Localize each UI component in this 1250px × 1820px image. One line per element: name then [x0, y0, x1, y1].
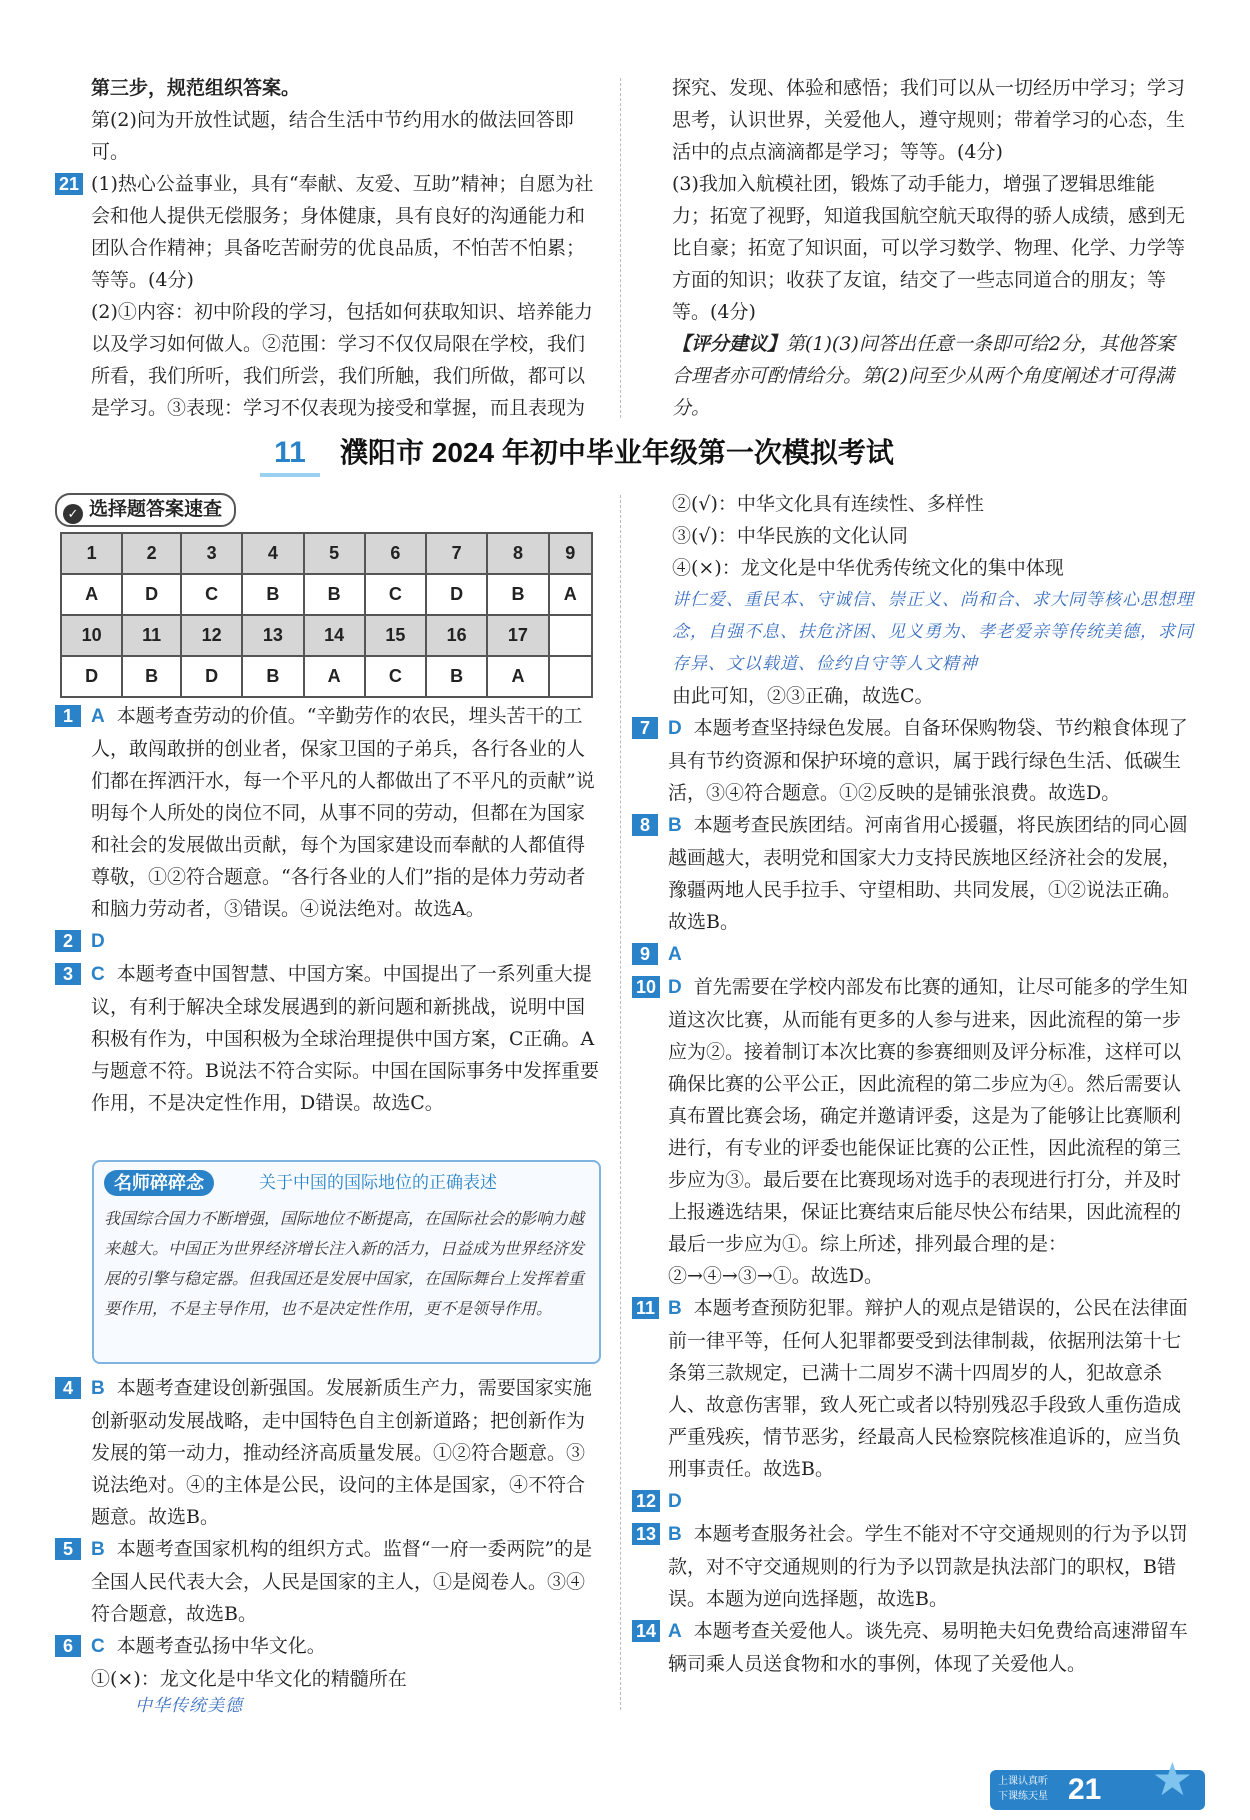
q6-line3: ③(√)：中华民族的文化认同: [672, 525, 908, 547]
answer-explanation: 本题考查国家机构的组织方式。监督“一府一委两院”的是全国人民代表大会，人民是国家的主人，①是阅卷人。③④符合题意，故选B。: [91, 1538, 593, 1625]
answer-item-14: [632, 1615, 1194, 1680]
q6-line2: ②(√)：中华文化具有连续性、多样性: [672, 493, 984, 515]
table-cell: B: [426, 656, 487, 697]
handwritten-note: 中华传统美德: [135, 1696, 243, 1716]
quick-check-text: 选择题答案速查: [89, 499, 223, 520]
q6-line1: ①(×)：龙文化是中华文化的精髓所在: [91, 1668, 407, 1690]
left-items-a: [55, 700, 603, 1119]
table-cell: D: [61, 656, 122, 697]
q2-note: 第(2)问为开放性试题，结合生活中节约用水的做法回答即可。: [91, 109, 574, 163]
table-cell: D: [426, 574, 487, 615]
table-cell: 14: [304, 615, 365, 656]
table-row: [61, 533, 592, 574]
table-cell: 5: [304, 533, 365, 574]
table-cell: 2: [122, 533, 181, 574]
score-suggestion: [672, 328, 1192, 424]
q21-part3: (3)我加入航模社团，锻炼了动手能力，增强了逻辑思维能力；拓宽了视野，知道我国航空航天取得的骄人成绩，感到无比自豪；拓宽了知识面，可以学习数学、物理、化学、力学等方面的知识；收获了友谊，结交了一些志同道合的朋友；等等。(4分): [672, 173, 1186, 323]
score-text: 第(1)(3)问答出任意一条即可给2分，其他答案合理者亦可酌情给分。第(2)问至少从两个角度阐述才可得满分。: [672, 333, 1175, 419]
table-cell: 13: [242, 615, 303, 656]
answer-letter: A: [668, 944, 682, 965]
question-number-badge: 8: [632, 814, 658, 836]
footer-slogan-line2: 下课练天星: [998, 1791, 1048, 1802]
question-number-badge: 1: [55, 705, 81, 727]
answer-item-12: [632, 1485, 1194, 1518]
answer-item-8: [632, 809, 1194, 938]
answer-table: [60, 532, 593, 698]
exam-number: 11: [260, 433, 320, 477]
star-mascot-icon: ★: [1151, 1752, 1193, 1806]
table-cell: B: [242, 574, 303, 615]
answer-item-2: [55, 925, 603, 958]
answer-letter: D: [668, 977, 682, 998]
table-row: [61, 574, 592, 615]
table-cell: A: [487, 656, 548, 697]
handwritten-note: 讲仁爱、重民本、守诚信、崇正义、尚和合、求大同等核心思想理念，自强不息、扶危济困、见义勇为、孝老爱亲等传统美德，求同存异、文以载道、俭约自守等人文精神: [672, 590, 1194, 674]
table-cell: A: [549, 574, 592, 615]
step3-text: 第三步，规范组织答案。: [91, 77, 301, 99]
table-cell: 3: [181, 533, 242, 574]
question-number-badge: 5: [55, 1538, 81, 1560]
table-cell: B: [304, 574, 365, 615]
right-continued-text: 探究、发现、体验和感悟；我们可以从一切经历中学习；学习思考，认识世界，关爱他人，遵守规则；带着学习的心态，生活中的点点滴滴都是学习；等等。(4分): [672, 77, 1186, 163]
table-cell: C: [181, 574, 242, 615]
answer-explanation: 本题考查劳动的价值。“辛勤劳作的农民，埋头苦干的工人，敢闯敢拼的创业者，保家卫国的子弟兵，各行各业的人们都在挥洒汗水，每一个平凡的人都做出了不平凡的贡献”说明每个人所处的岗位不同，从事不同的劳动，但都在为国家和社会的发展做出贡献，每个为国家建设而奉献的人都值得尊敬，①②符合题意。“各行各业的人们”指的是体力劳动者和脑力劳动者，③错误。④说法绝对。故选A。: [91, 705, 595, 920]
question-number-badge: 11: [632, 1297, 659, 1319]
question-number-badge: 4: [55, 1377, 81, 1399]
answer-letter: A: [91, 706, 105, 727]
question-number-badge: 12: [632, 1490, 660, 1512]
table-cell: C: [365, 574, 426, 615]
tip-body: 我国综合国力不断增强，国际地位不断提高，在国际社会的影响力越来越大。中国正为世界经济增长注入新的活力，日益成为世界经济发展的引擎与稳定器。但我国还是发展中国家，在国际舞台上发挥着重要作用，不是主导作用，也不是决定性作用，更不是领导作用。: [104, 1209, 585, 1318]
answer-explanation: 本题考查民族团结。河南省用心援疆，将民族团结的同心圆越画越大，表明党和国家大力支持民族地区经济社会的发展，豫疆两地人民手拉手、守望相助、共同发展，①②说法正确。故选B。: [668, 814, 1188, 933]
table-cell: 4: [242, 533, 303, 574]
question-number-badge: 13: [632, 1523, 660, 1545]
answer-letter: B: [668, 1524, 682, 1545]
column-divider-main: [620, 495, 621, 1710]
question-number-badge: 3: [55, 963, 81, 985]
check-icon: ✓: [63, 504, 83, 524]
top-right-column: [672, 72, 1192, 424]
tip-label: 名师碎碎念: [104, 1170, 214, 1196]
tip-subtitle: 关于中国的国际地位的正确表述: [259, 1173, 497, 1192]
q6-line4: ④(×)：龙文化是中华优秀传统文化的集中体现: [672, 557, 1064, 579]
table-cell: A: [61, 574, 122, 615]
answer-letter: C: [91, 1636, 105, 1657]
table-cell: 10: [61, 615, 122, 656]
left-items-b: [55, 1372, 603, 1717]
question-number-badge: 9: [632, 943, 658, 965]
table-cell: 7: [426, 533, 487, 574]
question-number-badge: 21: [55, 173, 83, 195]
answer-explanation: 本题考查坚持绿色发展。自备环保购物袋、节约粮食体现了具有节约资源和保护环境的意识，属于践行绿色生活、低碳生活，③④符合题意。①②反映的是铺张浪费。故选D。: [668, 717, 1188, 804]
answer-item-3: [55, 958, 603, 1119]
table-cell: C: [365, 656, 426, 697]
answer-explanation: 本题考查关爱他人。谈先亮、易明艳夫妇免费给高速滞留车辆司乘人员送食物和水的事例，体现了关爱他人。: [668, 1620, 1188, 1675]
answer-item-9: [632, 938, 1194, 971]
top-left-column: [55, 72, 603, 424]
answer-explanation: 本题考查预防犯罪。辩护人的观点是错误的，公民在法律面前一律平等，任何人犯罪都要受到法律制裁，依据刑法第十七条第三款规定，已满十二周岁不满十四周岁的人，犯故意杀人、故意伤害罪，致人死亡或者以特别残忍手段致人重伤造成严重残疾，情节恶劣，经最高人民检察院核准追诉的，应当负刑事责任。故选B。: [668, 1297, 1188, 1480]
answer-letter: D: [668, 718, 682, 739]
answer-letter: B: [91, 1378, 105, 1399]
answer-explanation: 本题考查建设创新强国。发展新质生产力，需要国家实施创新驱动发展战略，走中国特色自主创新道路；把创新作为发展的第一动力，推动经济高质量发展。①②符合题意。③说法绝对。④的主体是公民，设问的主体是国家，④不符合题意。故选B。: [91, 1377, 592, 1528]
answer-explanation: 本题考查服务社会。学生不能对不守交通规则的行为予以罚款，对不守交通规则的行为予以罚款是执法部门的职权，B错误。本题为逆向选择题，故选B。: [668, 1523, 1188, 1610]
table-cell: 16: [426, 615, 487, 656]
right-column: [636, 488, 1194, 1680]
table-cell: 12: [181, 615, 242, 656]
question-number-badge: 2: [55, 930, 81, 952]
table-row: [61, 615, 592, 656]
table-cell: [549, 656, 592, 697]
answer-item-10: [632, 971, 1194, 1292]
answer-letter: B: [668, 815, 682, 836]
teacher-tip-box: [92, 1160, 601, 1364]
answer-explanation: 本题考查中国智慧、中国方案。中国提出了一系列重大提议，有利于解决全球发展遇到的新问题和新挑战，说明中国积极有作为，中国积极为全球治理提供中国方案，C正确。A与题意不符。B说法不符合实际。中国在国际事务中发挥重要作用，不是决定性作用，D错误。故选C。: [91, 963, 599, 1114]
answer-explanation: 本题考查弘扬中华文化。: [116, 1635, 326, 1657]
question-number-badge: 7: [632, 717, 658, 739]
table-cell: 8: [487, 533, 548, 574]
answer-item-13: [632, 1518, 1194, 1615]
question-number-badge: 14: [632, 1620, 660, 1642]
answer-letter: D: [668, 1491, 682, 1512]
table-cell: 9: [549, 533, 592, 574]
answer-item-6: [55, 1630, 603, 1663]
answer-letter: C: [91, 964, 105, 985]
section-banner: [260, 433, 1000, 479]
answer-item-7: [632, 712, 1194, 809]
q21-part1-text: (1)热心公益事业，具有“奉献、友爱、互助”精神；自愿为社会和他人提供无偿服务；身体健康，具有良好的沟通能力和团队合作精神；具备吃苦耐劳的优良品质，不怕苦不怕累；等等。(4分): [91, 173, 594, 291]
table-row: [61, 656, 592, 697]
answer-item-11: [632, 1292, 1194, 1485]
answer-letter: B: [91, 1539, 105, 1560]
table-cell: 11: [122, 615, 181, 656]
column-divider: [620, 78, 621, 418]
table-cell: 6: [365, 533, 426, 574]
table-cell: 1: [61, 533, 122, 574]
table-cell: D: [181, 656, 242, 697]
q6-conclusion: 由此可知，②③正确，故选C。: [672, 685, 934, 707]
q21-part2: (2)①内容：初中阶段的学习，包括如何获取知识、培养能力以及学习如何做人。②范围：学习不仅仅局限在学校，我们所看，我们所听，我们所尝，我们所触，我们所做，都可以是学习。③表现：学习不仅表现为接受和掌握，而且表现为: [91, 301, 593, 419]
table-cell: B: [242, 656, 303, 697]
exam-title: 濮阳市 2024 年初中毕业年级第一次模拟考试: [340, 437, 894, 468]
question-number-badge: 10: [632, 976, 660, 998]
table-cell: A: [304, 656, 365, 697]
footer-slogan-line1: 上课认真听: [998, 1776, 1048, 1787]
table-cell: [549, 615, 592, 656]
table-cell: 17: [487, 615, 548, 656]
table-cell: 15: [365, 615, 426, 656]
table-cell: D: [122, 574, 181, 615]
quick-check-label: [55, 493, 236, 527]
answer-explanation: 首先需要在学校内部发布比赛的通知，让尽可能多的学生知道这次比赛，从而能有更多的人参与进来，因此流程的第一步应为②。接着制订本次比赛的参赛细则及评分标准，这样可以确保比赛的公平公正，因此流程的第二步应为④。然后需要认真布置比赛会场，确定并邀请评委，这是为了能够让比赛顺利进行，有专业的评委也能保证比赛的公正性，因此流程的第三步应为③。最后要在比赛现场对选手的表现进行打分，并及时上报遴选结果，保证比赛结束后能尽快公布结果，因此流程的最后一步应为①。综上所述，排列最合理的是：②→④→③→①。故选D。: [668, 976, 1188, 1287]
table-cell: B: [122, 656, 181, 697]
answer-item-1: [55, 700, 603, 925]
answer-letter: A: [668, 1621, 682, 1642]
q21-part1: [55, 168, 603, 296]
answer-letter: D: [91, 931, 105, 952]
table-cell: B: [487, 574, 548, 615]
score-label: 【评分建议】: [672, 333, 787, 355]
answer-letter: B: [668, 1298, 682, 1319]
page-number: 21: [1068, 1773, 1102, 1806]
page-footer: [990, 1752, 1205, 1810]
answer-item-5: [55, 1533, 603, 1630]
answer-item-4: [55, 1372, 603, 1533]
footer-slogan: [998, 1774, 1048, 1804]
question-number-badge: 6: [55, 1635, 81, 1657]
